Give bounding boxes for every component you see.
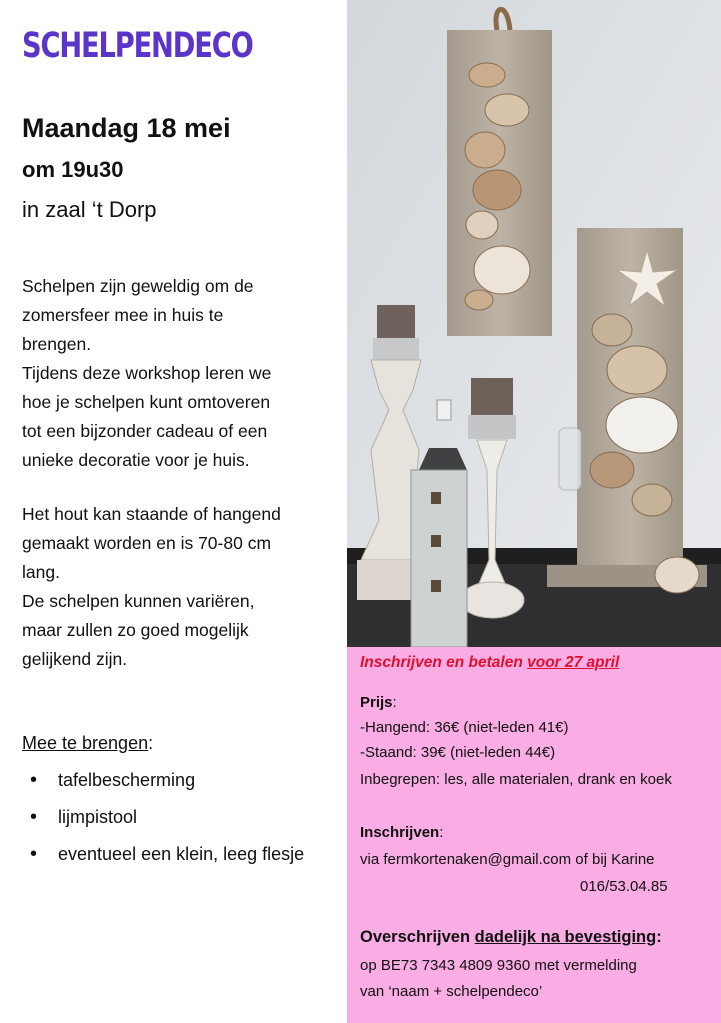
text-line: unieke decoratie voor je huis. <box>22 450 250 470</box>
transfer-line-1: op BE73 7343 4809 9360 met vermelding <box>360 957 637 974</box>
text-line: brengen. <box>22 334 92 354</box>
text-line: maar zullen zo goed mogelijk <box>22 620 249 640</box>
text-line: Het hout kan staande of hangend <box>22 504 281 524</box>
text-line: gelijkend zijn. <box>22 649 128 669</box>
transfer-heading <box>360 928 662 947</box>
transfer-underlined: dadelijk na bevestiging <box>474 928 657 946</box>
register-via: via fermkortenaken@gmail.com of bij Karine <box>360 851 655 868</box>
register-label: Inschrijven <box>360 824 440 841</box>
deadline-line <box>360 654 619 672</box>
phone-number: 016/53.04.85 <box>580 878 668 895</box>
shell-decoration-photo <box>347 0 721 647</box>
event-time: om 19u30 <box>22 157 124 182</box>
text-line: zomersfeer mee in huis te <box>22 305 224 325</box>
text-line: gemaakt worden en is 70-80 cm <box>22 533 272 553</box>
page-title: SCHELPENDECO <box>22 26 253 66</box>
transfer-prefix: Overschrijven <box>360 928 475 946</box>
register-colon: : <box>439 824 444 841</box>
bring-list <box>22 765 304 876</box>
deadline-prefix: Inschrijven en betalen <box>360 654 528 671</box>
bring-heading <box>22 733 153 754</box>
list-item: • tafelbescherming <box>22 765 304 802</box>
price-colon: : <box>392 694 397 711</box>
left-column <box>0 0 346 1023</box>
list-item: • eventueel een klein, leeg flesje <box>22 839 304 876</box>
price-staand: -Staand: 39€ (niet-leden 44€) <box>360 744 556 761</box>
register-heading <box>360 824 443 841</box>
deadline-date: voor 27 april <box>527 654 620 671</box>
event-date: Maandag 18 mei <box>22 113 231 143</box>
price-heading <box>360 694 397 711</box>
candle-left <box>377 305 415 341</box>
transfer-line-2: van ‘naam + schelpendeco’ <box>360 983 543 1000</box>
transfer-colon: : <box>656 928 662 946</box>
description-paragraph-2 <box>22 500 344 674</box>
text-line: De schelpen kunnen variëren, <box>22 591 255 611</box>
price-label: Prijs <box>360 694 393 711</box>
bring-label: Mee te brengen <box>22 733 149 753</box>
bring-colon: : <box>148 733 154 753</box>
candle-middle <box>471 378 513 418</box>
text-line: tot een bijzonder cadeau of een <box>22 421 268 441</box>
price-hangend: -Hangend: 36€ (niet-leden 41€) <box>360 719 569 736</box>
text-line: hoe je schelpen kunt omtoveren <box>22 392 271 412</box>
list-item: • lijmpistool <box>22 802 304 839</box>
description-paragraph-1 <box>22 272 344 475</box>
included-line: Inbegrepen: les, alle materialen, drank en koek <box>360 771 672 788</box>
text-line: Schelpen zijn geweldig om de <box>22 276 254 296</box>
glass-bottle <box>559 428 581 490</box>
text-line: lang. <box>22 562 60 582</box>
info-panel <box>347 647 721 1023</box>
text-line: Tijdens deze workshop leren we <box>22 363 272 383</box>
event-place: in zaal ‘t Dorp <box>22 197 157 222</box>
